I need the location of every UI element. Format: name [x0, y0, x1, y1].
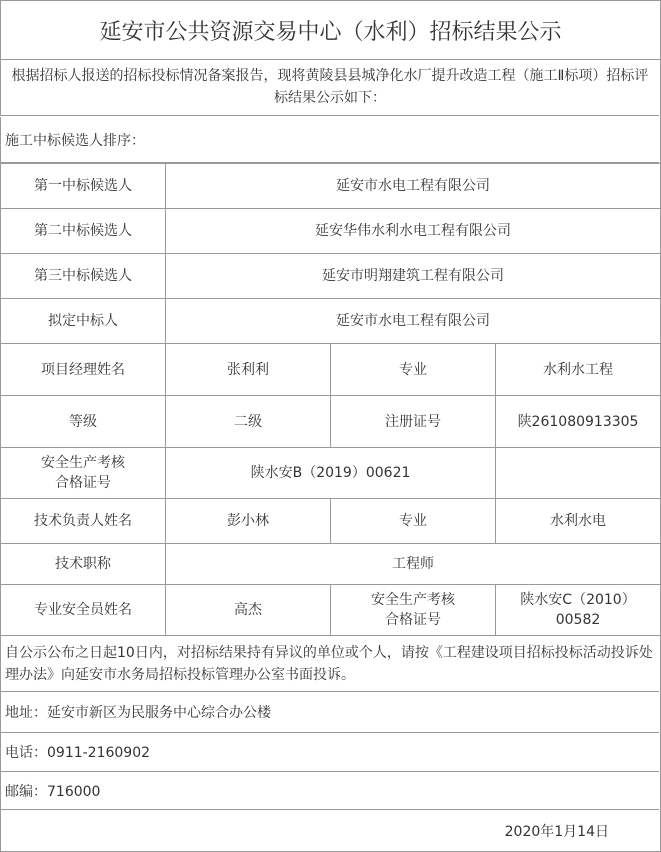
- manager-major: 水利水工程: [496, 344, 661, 396]
- table-row: [1, 499, 661, 544]
- candidate-value: 延安市水电工程有限公司: [166, 164, 661, 209]
- tech-major-label: 专业: [331, 499, 496, 544]
- empty-cell: [496, 448, 661, 499]
- table-row: [1, 448, 661, 499]
- candidate-value: 延安华伟水利水电工程有限公司: [166, 209, 661, 254]
- tech-title: 工程师: [166, 544, 661, 585]
- safety-officer-cert-label-line1: 安全生产考核: [371, 592, 455, 608]
- table-row: [1, 396, 661, 448]
- contact-postcode: 邮编：716000: [0, 772, 659, 810]
- table-row: [1, 544, 661, 585]
- manager-safety-label-line1: 安全生产考核: [41, 455, 125, 471]
- table-row: [1, 254, 661, 299]
- table-row: [1, 164, 661, 209]
- safety-officer-cert-line1: 陕水安C（2010）: [520, 592, 636, 608]
- manager-grade-label: 等级: [1, 396, 166, 448]
- manager-name-label: 项目经理姓名: [1, 344, 166, 396]
- tech-title-label: 技术职称: [1, 544, 166, 585]
- contact-phone: 电话：0911-2160902: [0, 733, 659, 772]
- candidate-value: 延安市明翔建筑工程有限公司: [166, 254, 661, 299]
- safety-officer-cert: [496, 585, 661, 636]
- table-row: [1, 209, 661, 254]
- tech-name: 彭小林: [166, 499, 331, 544]
- manager-cert: 陕261080913305: [496, 396, 661, 448]
- candidate-label: 拟定中标人: [1, 299, 166, 344]
- contact-address: 地址：延安市新区为民服务中心综合办公楼: [0, 692, 659, 733]
- candidate-value: 延安市水电工程有限公司: [166, 299, 661, 344]
- manager-grade: 二级: [166, 396, 331, 448]
- complaint-notice: 自公示公布之日起10日内，对招标结果持有异议的单位或个人，请按《工程建设项目招标投标活动投诉处理办法》向延安市水务局招标投标管理办公室书面投诉。: [0, 636, 659, 692]
- table-row: [1, 585, 661, 636]
- candidate-label: 第二中标候选人: [1, 209, 166, 254]
- tech-name-label: 技术负责人姓名: [1, 499, 166, 544]
- safety-officer-cert-label-line2: 合格证号: [385, 612, 441, 628]
- publish-date: 2020年1月14日: [0, 810, 659, 851]
- manager-safety-cert: 陕水安B（2019）00621: [166, 448, 496, 499]
- ranking-heading: 施工中标候选人排序：: [0, 117, 659, 163]
- safety-officer-cert-line2: 00582: [555, 612, 601, 628]
- safety-officer-cert-label: [331, 585, 496, 636]
- manager-cert-label: 注册证号: [331, 396, 496, 448]
- manager-name: 张利利: [166, 344, 331, 396]
- intro-paragraph: 根据招标人报送的招标投标情况备案报告，现将黄陵县县城净化水厂提升改造工程（施工Ⅱ标项）招标评标结果公示如下：: [0, 59, 659, 116]
- table-row: [1, 299, 661, 344]
- page-title: 延安市公共资源交易中心（水利）招标结果公示: [0, 0, 660, 60]
- safety-officer-label: 专业安全员姓名: [1, 585, 166, 636]
- candidate-label: 第一中标候选人: [1, 164, 166, 209]
- manager-safety-label: [1, 448, 166, 499]
- manager-safety-label-line2: 合格证号: [55, 475, 111, 491]
- tech-major: 水利水电: [496, 499, 661, 544]
- result-table: [0, 163, 661, 636]
- manager-major-label: 专业: [331, 344, 496, 396]
- safety-officer-name: 高杰: [166, 585, 331, 636]
- candidate-label: 第三中标候选人: [1, 254, 166, 299]
- table-row: [1, 344, 661, 396]
